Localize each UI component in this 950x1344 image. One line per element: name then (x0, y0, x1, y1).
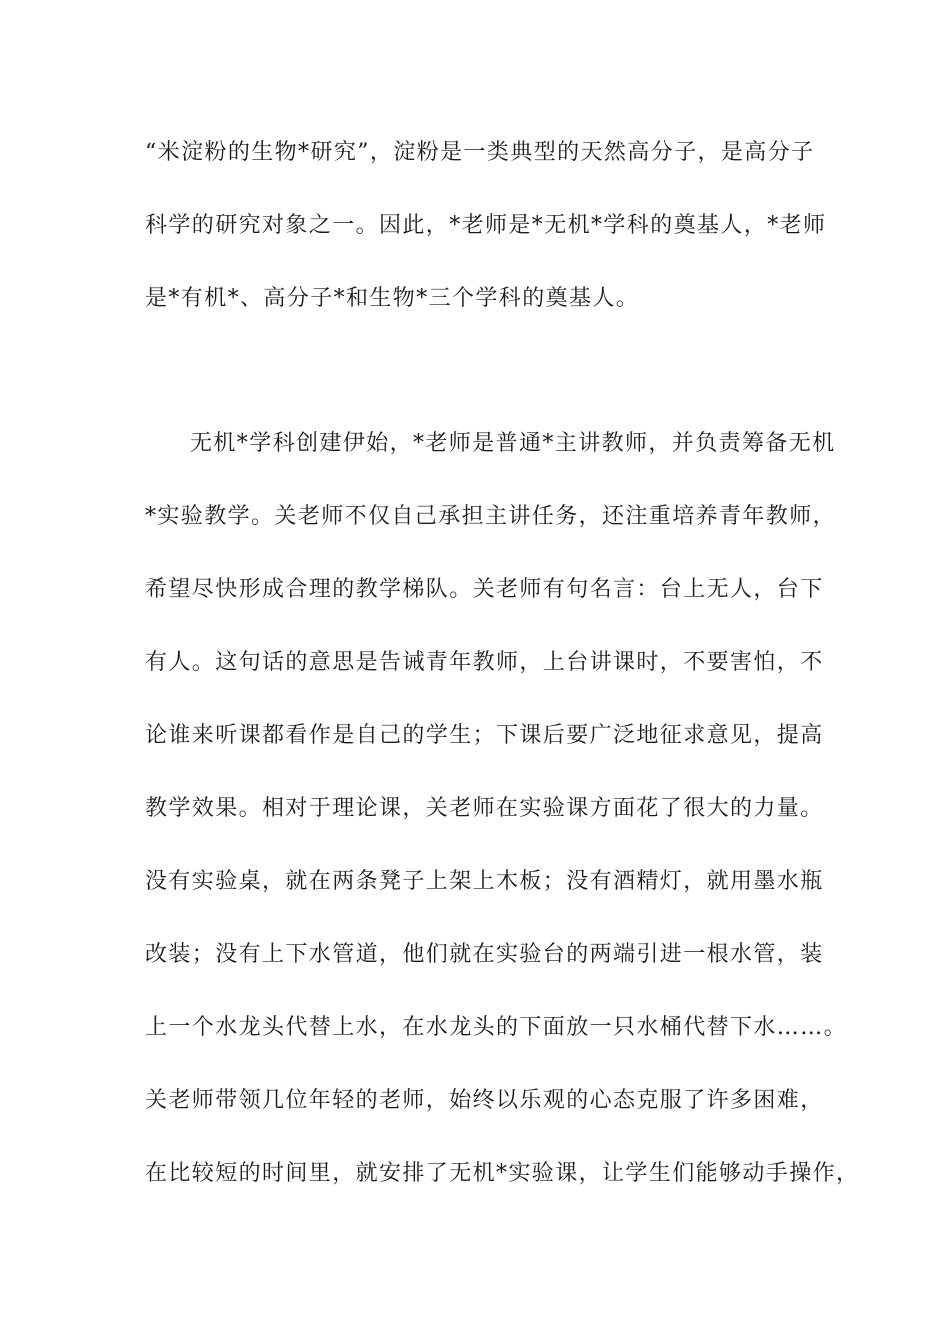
text-line: “米淀粉的生物*研究”，淀粉是一类典型的天然高分子，是高分子 (145, 140, 815, 165)
text-line: 有人。这句话的意思是告诫青年教师，上台讲课时，不要害怕，不 (145, 650, 824, 675)
text-line: 是*有机*、高分子*和生物*三个学科的奠基人。 (145, 286, 640, 311)
text-line: 科学的研究对象之一。因此，*老师是*无机*学科的奠基人，*老师 (145, 213, 827, 238)
text-line: 改装；没有上下水管道，他们就在实验台的两端引进一根水管，装 (145, 942, 824, 967)
text-line: 论谁来听课都看作是自己的学生；下课后要广泛地征求意见，提高 (145, 723, 824, 748)
text-line: 上一个水龙头代替上水，在水龙头的下面放一只水桶代替下水……。 (145, 1015, 848, 1040)
text-line: 没有实验桌，就在两条凳子上架上木板；没有酒精灯，就用墨水瓶 (145, 869, 824, 894)
text-line: 在比较短的时间里，就安排了无机*实验课，让学生们能够动手操作， (145, 1161, 860, 1186)
text-line: 关老师带领几位年轻的老师，始终以乐观的心态克服了许多困难， (145, 1088, 824, 1113)
text-line: 无机*学科创建伊始，*老师是普通*主讲教师，并负责筹备无机 (190, 431, 836, 456)
text-line: 希望尽快形成合理的教学梯队。关老师有句名言：台上无人，台下 (145, 577, 824, 602)
text-line: *实验教学。关老师不仅自己承担主讲任务，还注重培养青年教师， (145, 504, 837, 529)
text-line: 教学效果。相对于理论课，关老师在实验课方面花了很大的力量。 (145, 796, 824, 821)
